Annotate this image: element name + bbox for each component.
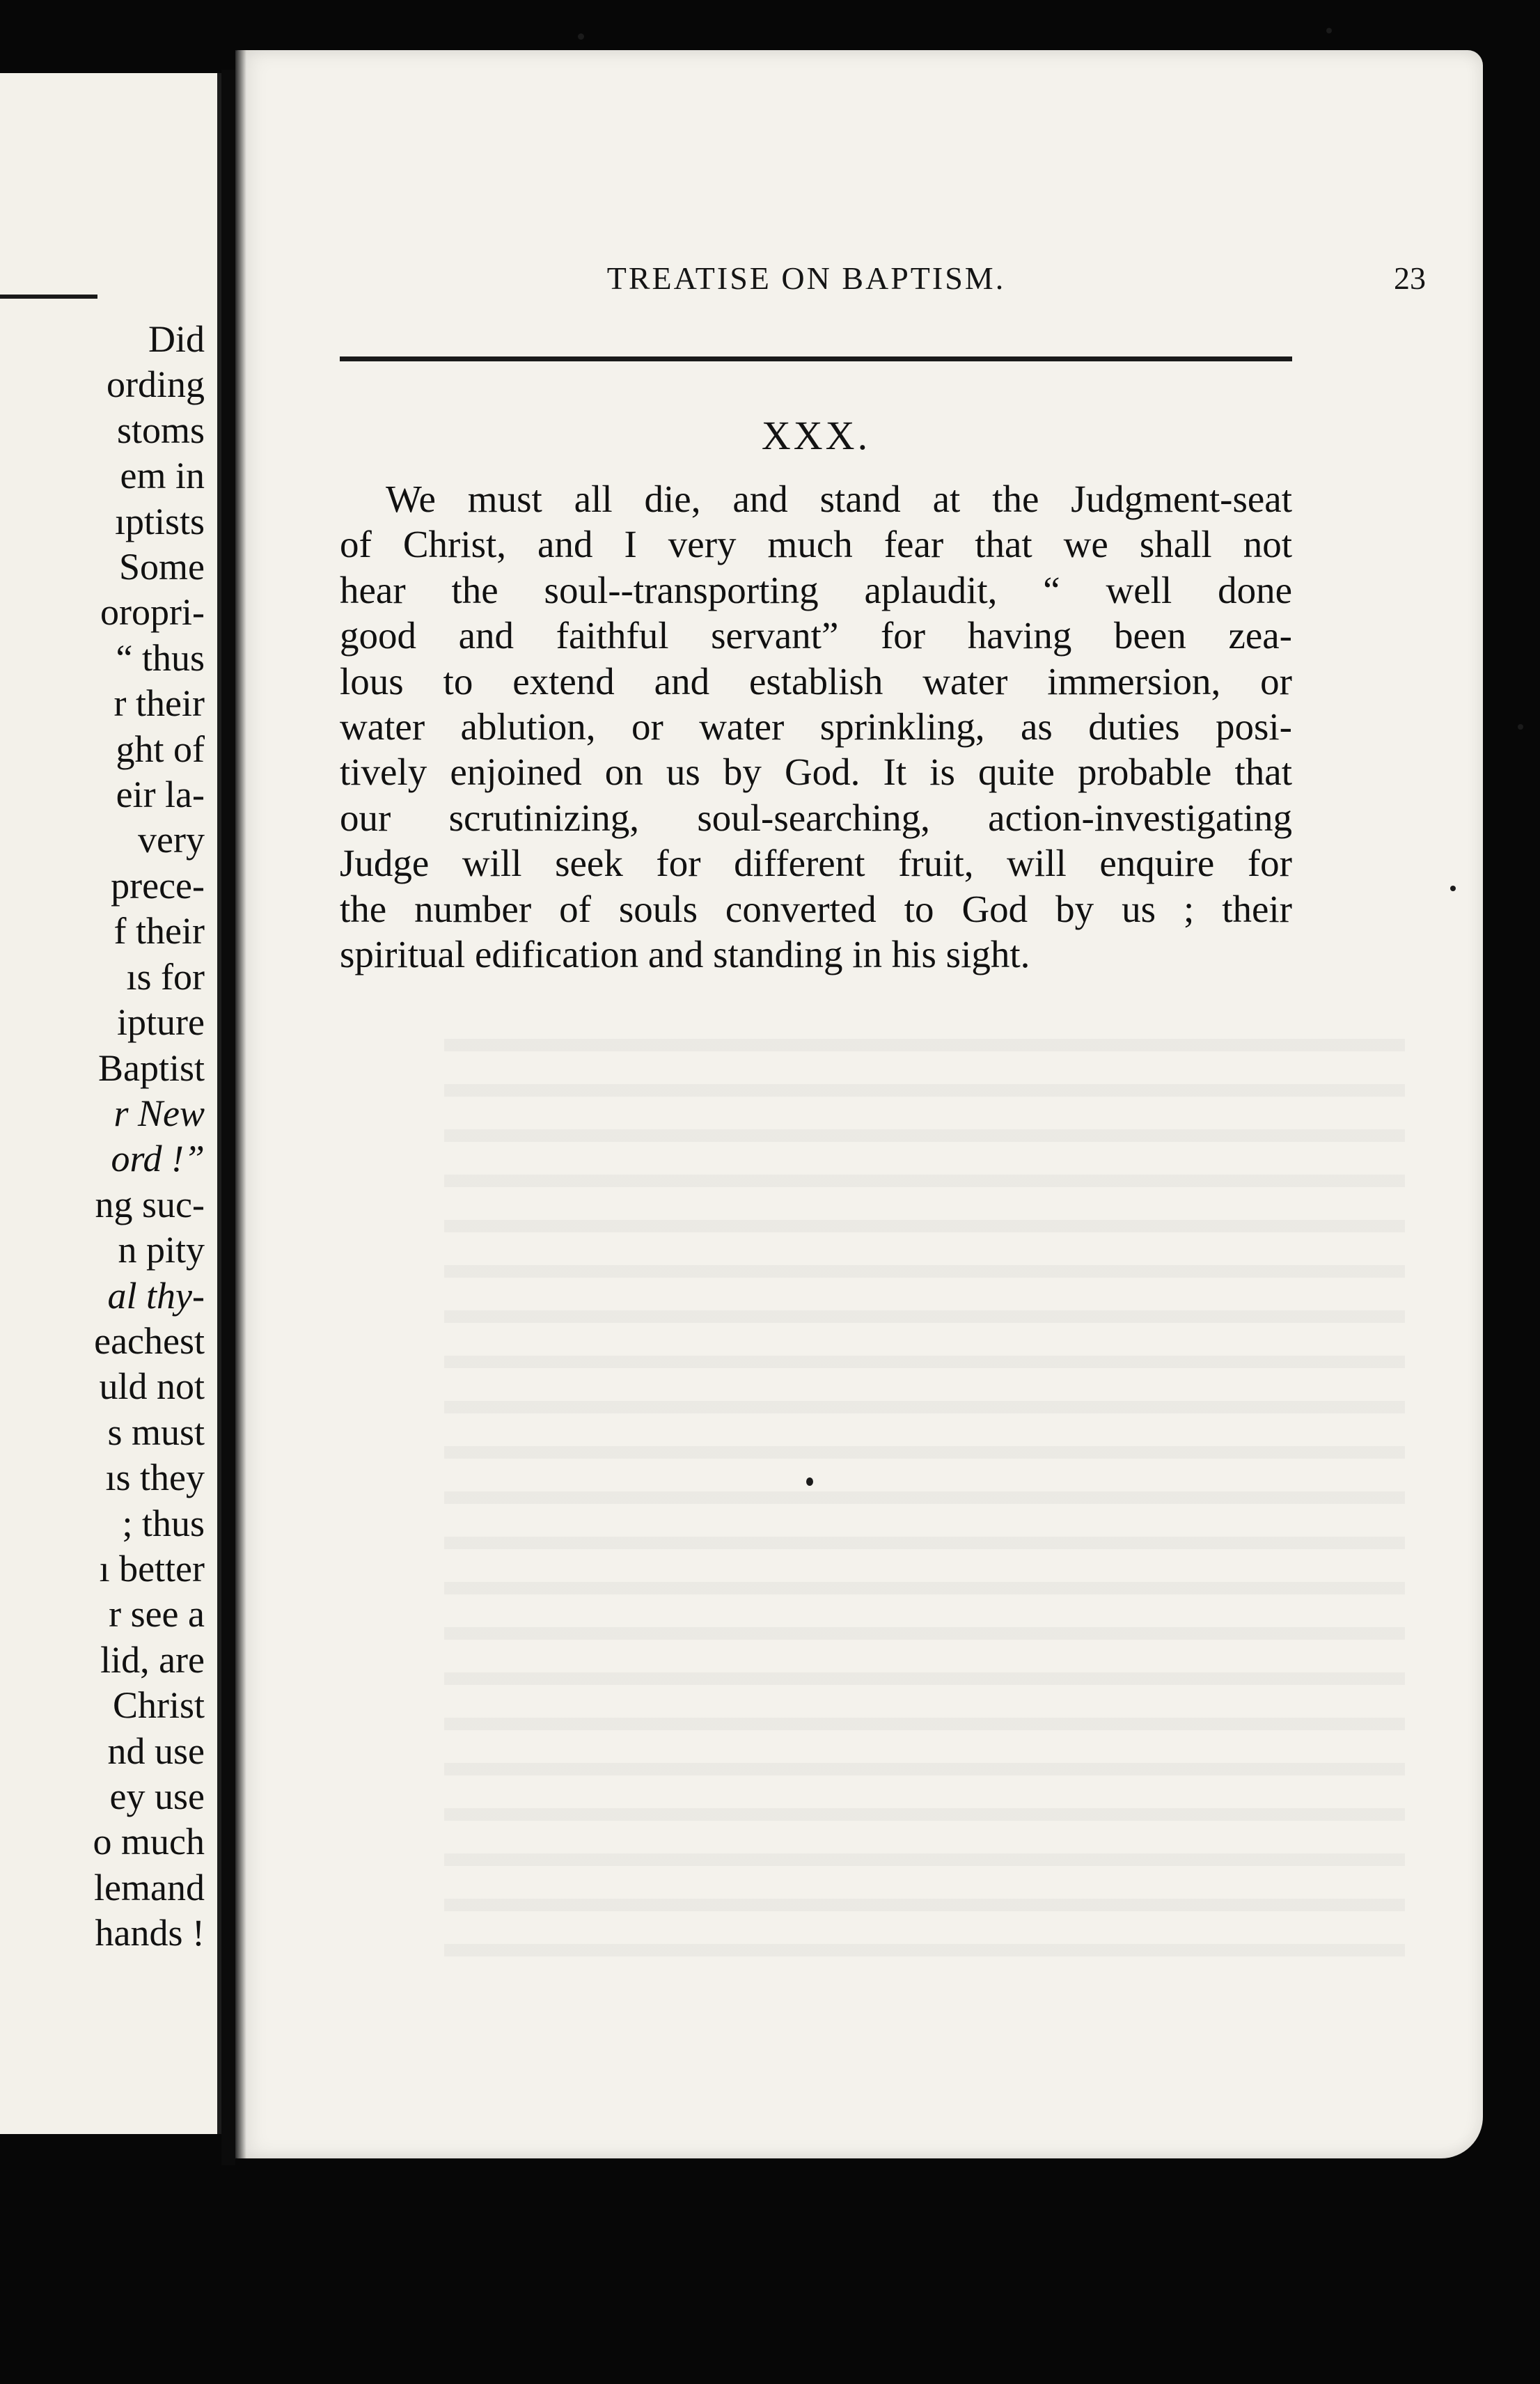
left-page-line: r New xyxy=(113,1092,205,1134)
left-page-line: Some xyxy=(118,546,205,588)
ink-speck xyxy=(1450,886,1456,891)
left-page-line: oropri- xyxy=(100,591,205,634)
body-line: our scrutinizing, soul-searching, action-investigating xyxy=(340,796,1292,839)
left-page-line: r see a xyxy=(109,1593,205,1636)
header-rule xyxy=(340,356,1292,361)
left-page-rule xyxy=(0,295,97,299)
left-page-line: ght of xyxy=(116,728,205,770)
left-page-line: ording xyxy=(107,363,205,406)
left-page-line: hands ! xyxy=(95,1912,205,1954)
left-page-line: ng suc- xyxy=(95,1183,205,1225)
left-page-text xyxy=(0,317,205,1956)
left-page-line: lemand xyxy=(94,1866,205,1908)
left-page-line: ord !” xyxy=(111,1138,205,1180)
page-number: 23 xyxy=(1394,260,1426,296)
left-page-line: r their xyxy=(113,682,205,725)
left-page-line: o much xyxy=(93,1821,205,1863)
left-page-line: em in xyxy=(120,455,205,497)
right-page xyxy=(235,50,1483,2158)
body-line: of Christ, and I very much fear that we shall not xyxy=(340,523,1292,566)
section-heading: XXX. xyxy=(761,413,871,458)
ink-speck xyxy=(1326,28,1332,33)
body-paragraph xyxy=(340,476,1292,977)
body-line: We must all die, and stand at the Judgment-seat xyxy=(386,478,1292,520)
left-page-line: stoms xyxy=(116,409,205,451)
body-line: water ablution, or water sprinkling, as duties posi- xyxy=(340,705,1292,748)
left-page-line: lid, are xyxy=(100,1638,205,1681)
body-line: hear the soul--transporting aplaudit, “ well done xyxy=(340,568,1292,611)
body-line: good and faithful servant” for having been zea- xyxy=(340,614,1292,657)
left-page-line: eachest xyxy=(94,1319,205,1362)
left-page-line: Did xyxy=(148,318,205,360)
body-line: tively enjoined on us by God. It is quite probable that xyxy=(340,751,1292,794)
left-page-line: “ thus xyxy=(116,636,205,679)
left-page-line: very xyxy=(138,819,205,861)
left-page-line: prece- xyxy=(111,864,205,907)
left-page-line: s must xyxy=(107,1411,205,1453)
body-line: spiritual edification and standing in his sight. xyxy=(340,933,1030,976)
left-page-line: ıs they xyxy=(105,1457,205,1499)
left-page-line: Baptist xyxy=(97,1046,205,1089)
left-page-line: ipture xyxy=(117,1001,205,1044)
running-title: TREATISE ON BAPTISM. xyxy=(606,260,1006,296)
body-line: the number of souls converted to God by us ; their xyxy=(340,887,1292,930)
page-inner-edge-shadow xyxy=(235,50,246,2158)
book-gutter xyxy=(221,70,235,2165)
left-page-line: ı better xyxy=(99,1547,205,1590)
left-page-line: n pity xyxy=(118,1229,205,1271)
left-page xyxy=(0,73,221,2134)
ink-speck xyxy=(578,33,584,40)
left-page-line: eir la- xyxy=(116,774,205,816)
reverse-side-show-through xyxy=(444,1011,1405,1972)
left-page-line: nd use xyxy=(107,1730,205,1772)
left-page-line: ; thus xyxy=(122,1502,205,1544)
running-head xyxy=(340,256,1426,304)
body-line: lous to extend and establish water immersion, or xyxy=(340,659,1292,703)
left-page-line: f their xyxy=(113,910,205,952)
left-page-line: Christ xyxy=(112,1684,205,1727)
left-page-line: ıptists xyxy=(114,500,205,542)
body-line: Judge will seek for different fruit, will enquire for xyxy=(340,842,1292,885)
ink-speck xyxy=(1518,724,1523,730)
left-page-line: al thy- xyxy=(107,1274,205,1317)
left-page-line: ıs for xyxy=(126,955,205,998)
left-page-line: uld not xyxy=(99,1365,205,1408)
ink-speck xyxy=(806,1477,813,1486)
left-page-line: ey use xyxy=(109,1775,205,1817)
